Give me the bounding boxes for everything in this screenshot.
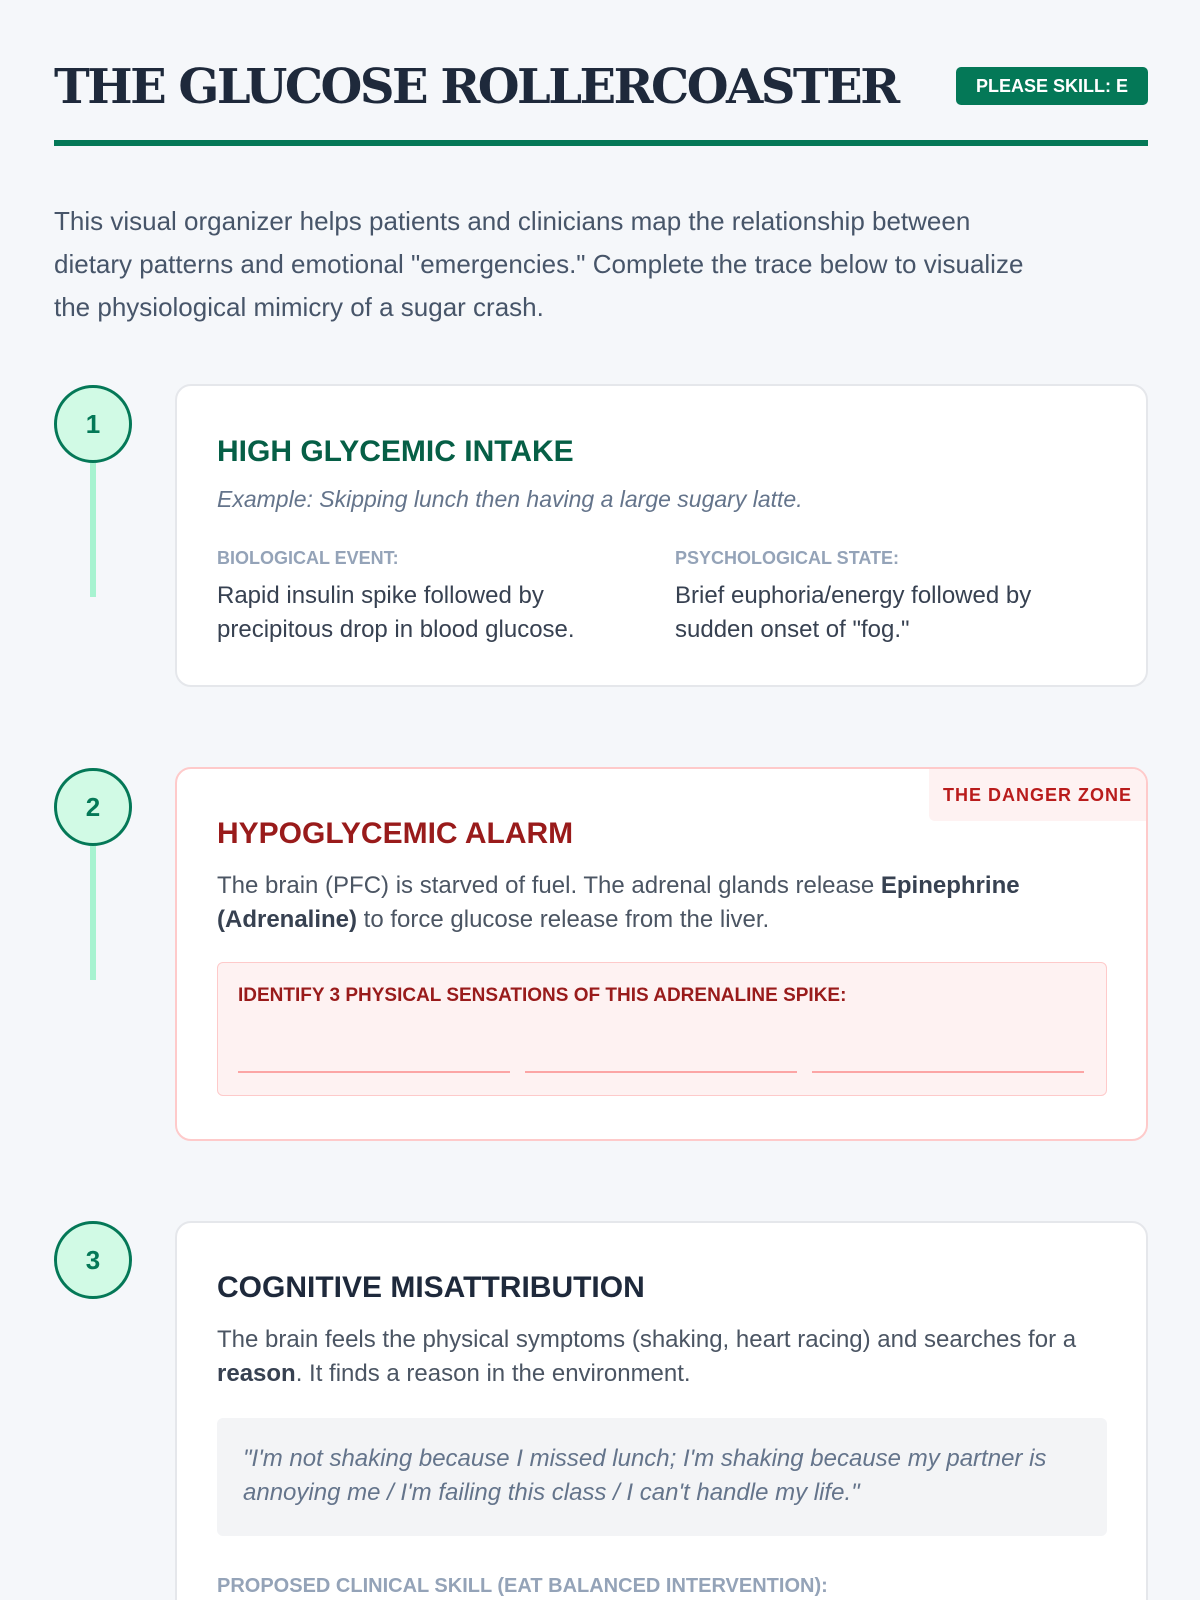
biological-event-label: BIOLOGICAL EVENT: xyxy=(217,548,399,568)
sensation-input-3[interactable] xyxy=(812,1047,1084,1073)
page-header xyxy=(54,54,1148,146)
step-card-hypoglycemic-alarm xyxy=(175,767,1148,1141)
sensation-worksheet xyxy=(217,962,1107,1096)
step-number-2: 2 xyxy=(54,768,132,846)
timeline-connector-2 xyxy=(90,846,96,980)
clinical-skill-label: PROPOSED CLINICAL SKILL (EAT BALANCED INTERVENTION): xyxy=(217,1575,828,1597)
misattribution-quote-box xyxy=(217,1418,1107,1536)
body-text: to force glucose release from the liver. xyxy=(357,906,770,933)
card-body xyxy=(217,869,1097,937)
card-title: COGNITIVE MISATTRIBUTION xyxy=(217,1271,645,1304)
timeline-connector-1 xyxy=(90,463,96,597)
page-title: THE GLUCOSE ROLLERCOASTER xyxy=(54,59,898,115)
step-card-cognitive-misattribution xyxy=(175,1221,1148,1600)
danger-zone-tag: THE DANGER ZONE xyxy=(929,769,1146,821)
sensation-prompt: IDENTIFY 3 PHYSICAL SENSATIONS OF THIS ADRENALINE SPIKE: xyxy=(238,985,847,1006)
misattribution-quote: "I'm not shaking because I missed lunch; I'm shaking because my partner is annoying me / I'm failing this class / I can't handle my life." xyxy=(243,1445,1047,1506)
body-emphasis: Epinephrine (Adrenaline) xyxy=(217,872,1020,933)
card-example: Example: Skipping lunch then having a large sugary latte. xyxy=(217,486,803,512)
card-title: HIGH GLYCEMIC INTAKE xyxy=(217,435,574,468)
body-text: The brain (PFC) is starved of fuel. The adrenal glands release xyxy=(217,872,881,899)
sensation-input-1[interactable] xyxy=(238,1047,510,1073)
sensation-input-2[interactable] xyxy=(525,1047,797,1073)
step-number-3: 3 xyxy=(54,1221,132,1299)
skill-badge: PLEASE SKILL: E xyxy=(956,67,1148,105)
intro-paragraph: This visual organizer helps patients and clinicians map the relationship between dietary patterns and emotional "emergencies." Complete the trace below to visualize the physiological mimicry of a sugar crash. xyxy=(54,206,1024,322)
body-text: . It finds a reason in the environment. xyxy=(295,1360,691,1387)
body-emphasis: reason xyxy=(217,1360,296,1387)
psychological-state-label: PSYCHOLOGICAL STATE: xyxy=(675,548,900,568)
psychological-state-text: Brief euphoria/energy followed by sudden onset of "fog." xyxy=(675,582,1032,643)
card-title: HYPOGLYCEMIC ALARM xyxy=(217,817,574,850)
body-text: The brain feels the physical symptoms (shaking, heart racing) and searches for a xyxy=(217,1326,1077,1353)
biological-event-text: Rapid insulin spike followed by precipitous drop in blood glucose. xyxy=(217,582,575,643)
step-number-1: 1 xyxy=(54,385,132,463)
step-card-high-glycemic-intake xyxy=(175,384,1148,687)
card-body xyxy=(217,1323,1097,1391)
